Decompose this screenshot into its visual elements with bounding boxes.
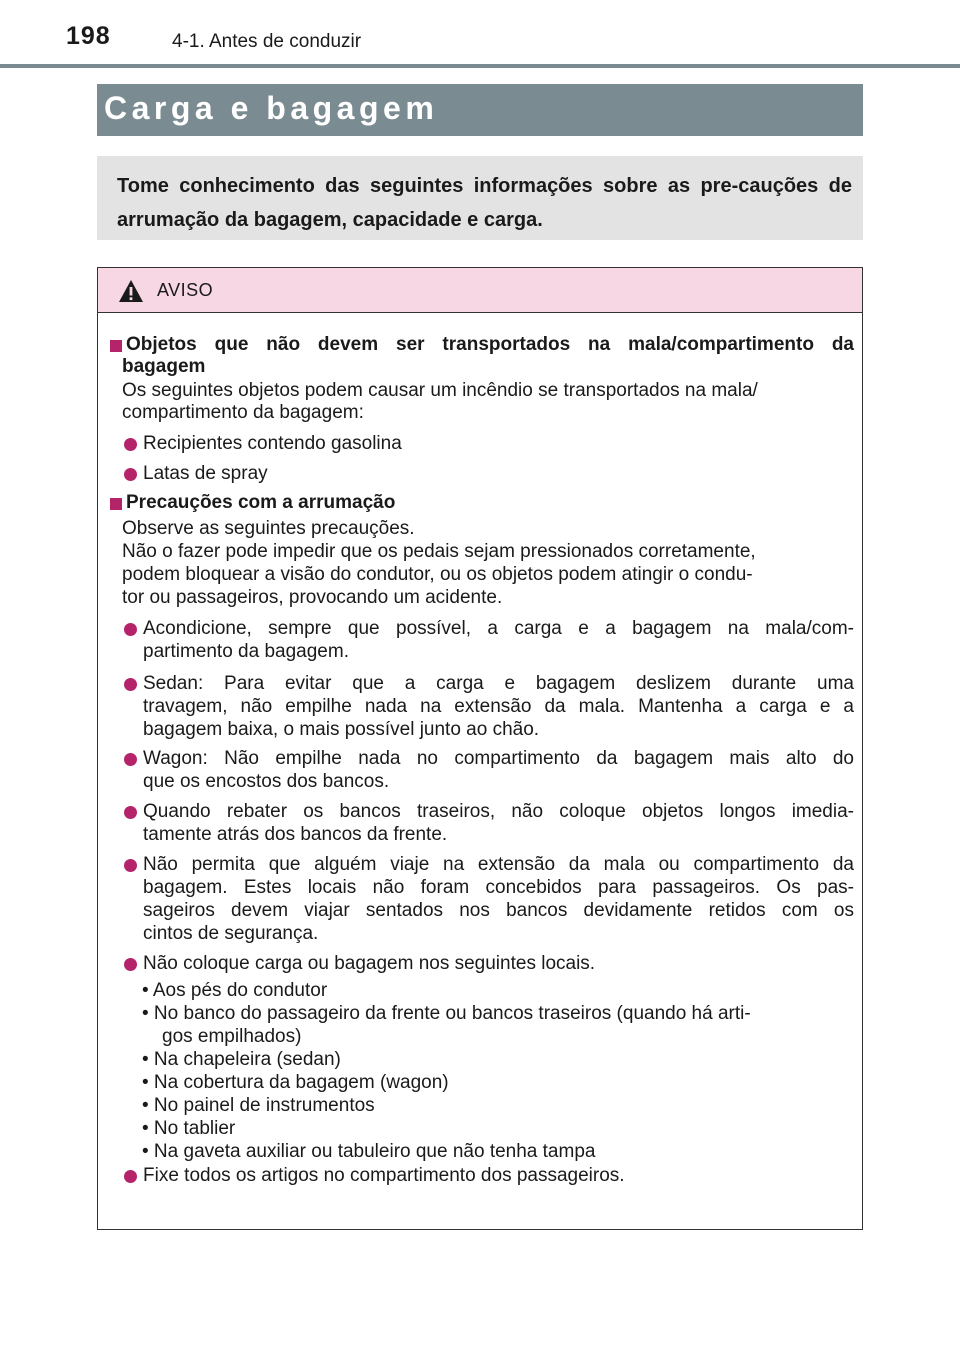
section-title: Carga e bagagem — [104, 90, 439, 126]
s2-b1-line2: partimento da bagagem. — [143, 641, 349, 662]
warning-label: AVISO — [157, 280, 214, 300]
section1-body-line2: compartimento da bagagem: — [122, 402, 364, 423]
warning-box — [97, 267, 863, 1230]
section1-bullet-1: Recipientes contendo gasolina — [143, 433, 402, 454]
header-rule — [0, 64, 960, 68]
section1-heading-line1: Objetos que não devem ser transportados na mala/compartimento da — [126, 334, 854, 355]
s2-b2-line2: travagem, não empilhe nada na extensão da mala. Mantenha a carga e a — [143, 696, 854, 717]
page-header — [0, 0, 960, 70]
s2-b6: Não coloque carga ou bagagem nos seguintes locais. — [143, 953, 596, 974]
s2-b2-line1: Sedan: Para evitar que a carga e bagagem deslizem durante uma — [143, 673, 854, 694]
page-number: 198 — [66, 22, 111, 50]
sub-item-1: • Aos pés do condutor — [142, 980, 328, 1001]
s2-b5-line3: sageiros devem viajar sentados nos bancos devidamente retidos com os — [143, 900, 854, 921]
warning-content — [98, 268, 862, 1229]
s2-b3-line1: Wagon: Não empilhe nada no compartimento da bagagem mais alto do — [143, 748, 854, 769]
s2-b2-line3: bagagem baixa, o mais possível junto ao chão. — [143, 719, 540, 740]
section2-body-line4: tor ou passageiros, provocando um acidente. — [122, 587, 503, 608]
section2-body-line1: Observe as seguintes precauções. — [122, 518, 415, 539]
bullet-dot — [124, 623, 137, 636]
bullet-dot — [124, 438, 137, 451]
section1-heading-line2: bagagem — [122, 356, 206, 377]
section-marker-square — [110, 498, 122, 510]
s2-b3-line2: que os encostos dos bancos. — [143, 771, 390, 792]
intro-text: Tome conhecimento das seguintes informações sobre as pre-cauções de arrumação da bagagem, capacidade e carga. — [117, 175, 852, 231]
s2-b5-line4: cintos de segurança. — [143, 923, 319, 944]
s2-b5-line2: bagagem. Estes locais não foram concebidos para passageiros. Os pas- — [143, 877, 854, 898]
s2-b5-line1: Não permita que alguém viaje na extensão da mala ou compartimento da — [143, 854, 854, 875]
sub-item-7: • Na gaveta auxiliar ou tabuleiro que não tenha tampa — [142, 1141, 596, 1162]
sub-item-4: • Na cobertura da bagagem (wagon) — [142, 1072, 449, 1093]
bullet-dot — [124, 1170, 137, 1183]
sub-item-5: • No painel de instrumentos — [142, 1095, 375, 1116]
s2-b4-line1: Quando rebater os bancos traseiros, não coloque objetos longos imedia- — [143, 801, 854, 822]
sub-item-6: • No tablier — [142, 1118, 236, 1139]
s2-b4-line2: tamente atrás dos bancos da frente. — [143, 824, 448, 845]
section1-bullet-2: Latas de spray — [143, 463, 268, 484]
intro-box — [97, 156, 863, 240]
s2-b7: Fixe todos os artigos no compartimento dos passageiros. — [143, 1165, 625, 1186]
section2-body-line2: Não o fazer pode impedir que os pedais sejam pressionados corretamente, — [122, 541, 756, 562]
bullet-dot — [124, 753, 137, 766]
bullet-dot — [124, 859, 137, 872]
sub-item-2-cont: gos empilhados) — [162, 1026, 302, 1047]
sub-item-3: • Na chapeleira (sedan) — [142, 1049, 341, 1070]
section-title-bar — [97, 84, 863, 136]
section-marker-square — [110, 340, 122, 352]
bullet-dot — [124, 678, 137, 691]
s2-b1-line1: Acondicione, sempre que possível, a carga e a bagagem na mala/com- — [143, 618, 854, 639]
section2-heading: Precauções com a arrumação — [126, 492, 396, 513]
section1-body-line1: Os seguintes objetos podem causar um incêndio se transportados na mala/ — [122, 380, 758, 401]
sub-item-2: • No banco do passageiro da frente ou bancos traseiros (quando há arti- — [142, 1003, 751, 1024]
bullet-dot — [124, 806, 137, 819]
bullet-dot — [124, 958, 137, 971]
bullet-dot — [124, 468, 137, 481]
chapter-title: 4-1. Antes de conduzir — [172, 31, 362, 52]
section2-body-line3: podem bloquear a visão do condutor, ou os objetos podem atingir o condu- — [122, 564, 753, 585]
